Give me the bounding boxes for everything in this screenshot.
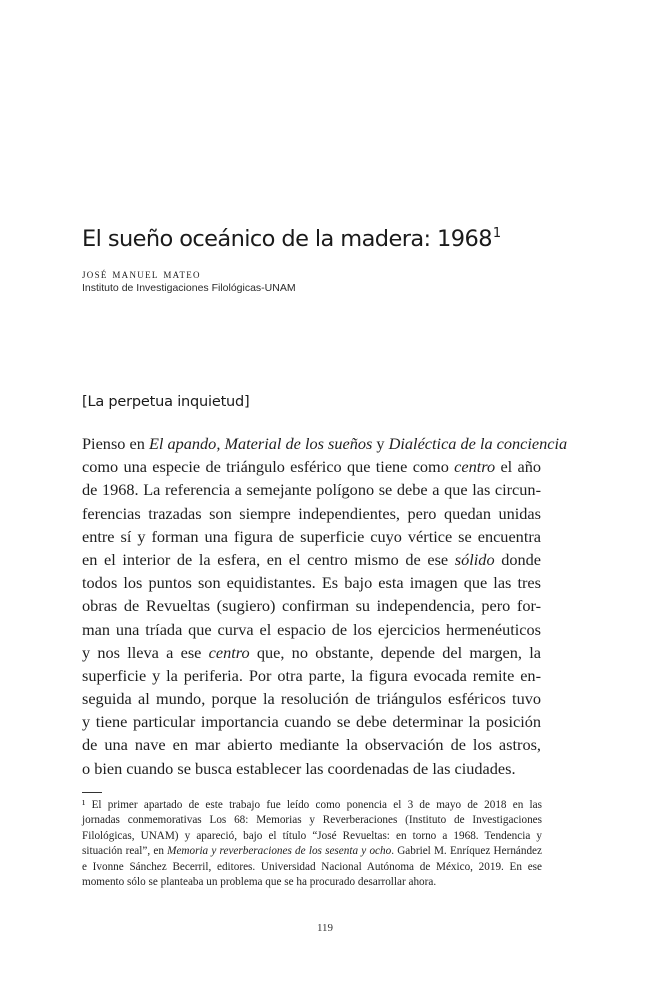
footnote-line [82,844,542,859]
text-run: superficie y la periferia. Por otra parte, la figura evocada remite en- [82,665,541,685]
text-run: el año [495,457,541,477]
author-name: josé manuel mateo [82,266,201,281]
body-line [82,664,541,687]
text-run: de una nave en mar abierto mediante la observación de los astros, [82,735,541,755]
italic-text: El apando, Material de los sueños [148,434,373,453]
footnote-line [82,813,542,828]
footnote-line [82,829,542,844]
text-run: e Ivonne Sánchez Becerril, editores. Universidad Nacional Autónoma de México, 2019. En ese [82,860,542,873]
text-run: . Gabriel M. Enríquez Hernández [391,845,542,858]
body-line [82,502,541,525]
text-run: y tiene particular importancia cuando se debe determinar la posición [82,712,541,732]
text-run: y [372,434,389,453]
text-run: momento sólo se planteaba un problema que se ha procurado desarrollar ahora. [82,875,437,888]
body-line [82,710,541,733]
footnote [82,798,542,890]
text-run: jornadas conmemorativas Los 68: Memorias y Reverberaciones (Instituto de Investigaciones [82,814,542,827]
italic-text: sólido [454,549,495,569]
text-run: seguida al mundo, porque la resolución de triángulos esféricos tuvo [82,689,541,709]
body-line [82,687,541,710]
body-paragraph [82,432,568,780]
body-line [82,525,541,548]
body-line [82,478,541,501]
text-run: donde [494,549,541,569]
title-footnote-marker: 1 [492,226,501,241]
text-run: man una tríada que curva el espacio de los ejercicios hermenéuticos [82,619,541,639]
footnote-line [82,875,542,890]
body-line [82,571,541,594]
body-line [82,733,541,756]
text-run: situación real”, en [82,845,168,858]
footnote-rule [82,792,102,793]
section-heading: [La perpetua inquietud] [82,394,250,410]
body-line [82,432,568,455]
body-line [82,757,541,780]
text-run: o bien cuando se busca establecer las coordenadas de las ciudades. [82,758,516,778]
body-line [82,594,541,617]
body-line [82,548,541,571]
text-run: y nos lleva a ese [82,642,209,662]
author-affiliation: Instituto de Investigaciones Filológicas-UNAM [82,282,296,294]
text-run: como una especie de triángulo esférico que tiene como [82,457,455,477]
footnote-line [82,860,542,875]
body-line [82,641,541,664]
text-run: Pienso en [82,434,149,453]
body-line [82,455,541,478]
page-number: 119 [316,922,334,934]
text-run: ferencias trazadas son siempre independientes, pero quedan unidas [82,503,541,523]
text-run: Filológicas, UNAM) y apareció, bajo el título “José Revueltas: en torno a 1968. Tendencia y [82,829,542,842]
italic-text: centro [454,457,496,477]
italic-text: Dialéctica de la conciencia [388,434,568,453]
text-run: todos los puntos son equidistantes. Es bajo esta imagen que las tres [82,573,541,593]
italic-text: Memoria y reverberaciones de los sesenta y ocho [167,845,392,858]
footnote-line [82,798,542,813]
italic-text: centro [208,642,250,662]
text-run: entre sí y forman una figura de superficie cuyo vértice se encuentra [82,526,541,546]
text-run: que, no obstante, depende del margen, la [249,642,541,662]
text-run: en el interior de la esfera, en el centro mismo de ese [82,549,455,569]
text-run: obras de Revueltas (sugiero) confirman su independencia, pero for- [82,596,541,616]
text-run: de 1968. La referencia a semejante polígono se debe a que las circun- [82,480,541,500]
text-run: ¹ El primer apartado de este trabajo fue leído como ponencia el 3 de mayo de 2018 en las [82,799,542,811]
article-title-text: El sueño oceánico de la madera: 1968 [82,226,492,252]
article-title [82,226,562,252]
body-line [82,618,541,641]
